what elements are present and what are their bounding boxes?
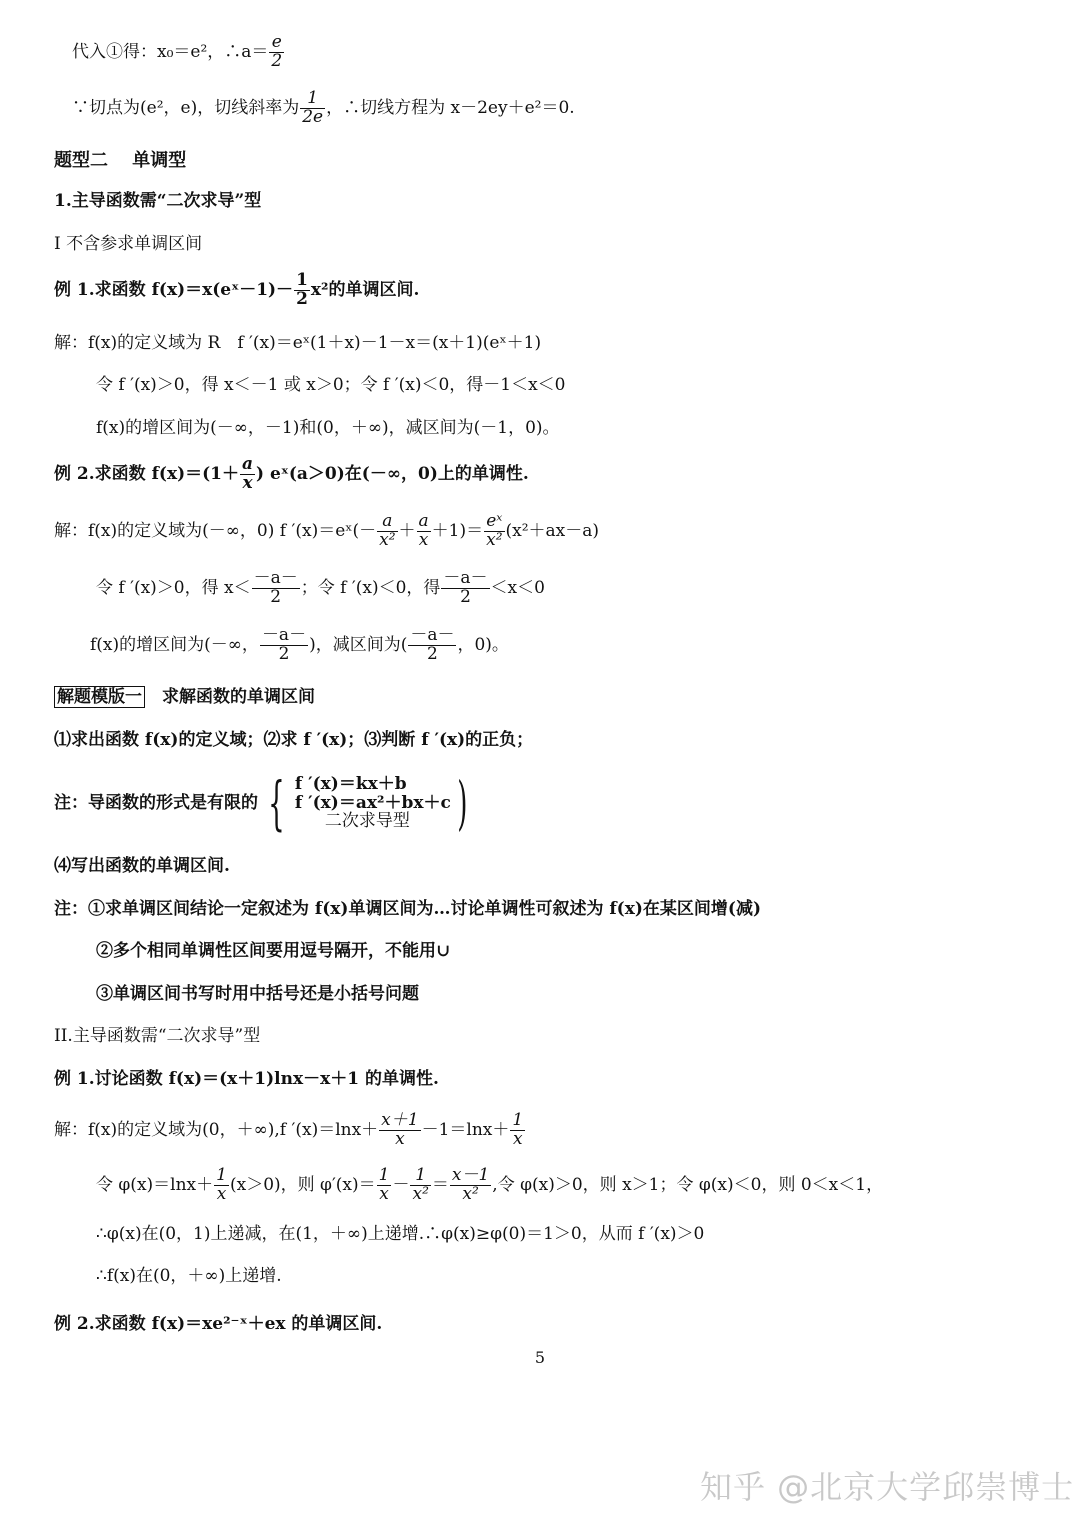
- text: 代入①得：x₀＝e²，∴a＝: [72, 41, 269, 62]
- right-paren-icon: ): [457, 769, 468, 837]
- solution-line: ∴f(x)在(0，＋∞)上递增.: [96, 1266, 282, 1286]
- derivative-forms: f ′(x)＝kx＋b f ′(x)＝ax²＋bx＋c 二次求导型: [294, 773, 451, 832]
- fraction: $\frac{1}{x}$: [512, 1110, 524, 1149]
- fraction: $\frac{a}{x}$: [242, 454, 254, 493]
- solution-line: 令 f ′(x)＞0，得 x＜－1 或 x＞0；令 f ′(x)＜0，得－1＜x＜0: [96, 375, 566, 395]
- fraction: $\frac{a}{\text{x²}}$: [379, 511, 396, 550]
- solution-line: 令 f ′(x)＞0，得 x＜ $\frac{-a-}{2}$ ；令 f ′(x)＜0，得 $\frac{-a-}{2}$ ＜x＜0: [96, 568, 545, 607]
- fraction: $\frac{e}{2}$: [271, 32, 283, 71]
- subsection-heading: II.主导函数需“二次求导”型: [54, 1026, 261, 1046]
- solution-line: 令 φ(x)＝lnx＋ $\frac{1}{x}$ (x＞0)，则 φ′(x)＝ $\frac{1}{x}$ － $\frac{1}{\text{x²}}$ ＝ $\frac{x-1}{\text{x²}}$ ,令 φ(x)＞0，则 x＞1；令 φ(x)＜0，则 0＜x＜1，: [96, 1165, 884, 1204]
- solution-line: 解：f(x)的定义域为(0，＋∞),f ′(x)＝lnx＋ $\frac{x+1}{x}$ －1＝lnx＋ $\frac{1}{x}$: [54, 1110, 524, 1149]
- fraction: $\frac{-a-}{2}$: [261, 625, 307, 664]
- example-title: 例 1.讨论函数 f(x)＝(x＋1)lnx－x＋1 的单调性.: [54, 1069, 439, 1089]
- fraction: $\frac{1}{2}$: [296, 270, 308, 309]
- fraction: $\frac{x+1}{x}$: [381, 1110, 419, 1149]
- fraction: $\frac{1}{x}$: [216, 1165, 227, 1204]
- text: ∵切点为(e²，e)，切线斜率为: [72, 97, 300, 118]
- note-line: [54, 769, 473, 837]
- fraction: $\frac{-a-}{2}$: [443, 568, 488, 607]
- solution-line: f(x)的增区间为(－∞， $\frac{-a-}{2}$ )，减区间为( $\frac{-a-}{2}$ ，0)。: [90, 625, 509, 664]
- fraction: $\frac{1}{\text{x²}}$: [412, 1165, 429, 1204]
- fraction: $\frac{-a-}{2}$: [410, 625, 455, 664]
- note-line: 注：①求单调区间结论一定叙述为 f(x)单调区间为…讨论单调性可叙述为 f(x)在某区间增(减): [54, 899, 761, 919]
- subsection-heading: I 不含参求单调区间: [54, 234, 203, 254]
- example-title: 例 1.求函数 f(x)＝x(eˣ－1)－ $\frac{1}{2}$ x²的单调区间.: [54, 270, 420, 309]
- fraction: $\frac{1}{2e}$: [302, 88, 324, 127]
- section-heading: 题型二 单调型: [54, 150, 187, 171]
- text: ，∴切线方程为 x－2ey＋e²＝0.: [326, 97, 575, 118]
- left-brace-icon: {: [268, 769, 285, 837]
- subsection-heading: 1.主导函数需“二次求导”型: [54, 191, 262, 211]
- page-number: 5: [534, 1348, 546, 1367]
- fraction: $\frac{1}{x}$: [378, 1165, 390, 1204]
- solution-line: f(x)的增区间为(－∞，－1)和(0，＋∞)，减区间为(－1，0)。: [96, 418, 560, 438]
- template-label-box: 解题模版一: [54, 686, 145, 708]
- note-line: ②多个相同单调性区间要用逗号隔开，不能用∪: [96, 941, 451, 961]
- example-title: 例 2.求函数 f(x)＝xe²⁻ˣ＋ex 的单调区间.: [54, 1314, 383, 1334]
- note-line: ③单调区间书写时用中括号还是小括号问题: [96, 984, 419, 1004]
- template-heading: 解题模版一 求解函数的单调区间: [54, 689, 315, 706]
- fraction: $\frac{a}{x}$: [418, 511, 429, 550]
- watermark: 知乎 @北京大学邱崇博士: [700, 1468, 1075, 1506]
- fraction: $\frac{-a-}{2}$: [253, 568, 298, 607]
- fraction: $\frac{\text{eˣ}}{\text{x²}}$: [486, 511, 503, 550]
- template-step: ⑷写出函数的单调区间.: [54, 856, 230, 876]
- text-line: [72, 90, 575, 127]
- text-line: [72, 34, 285, 71]
- template-steps: ⑴求出函数 f(x)的定义域；⑵求 f ′(x)；⑶判断 f ′(x)的正负；: [54, 730, 534, 750]
- solution-line: 解：f(x)的定义域为(－∞，0) f ′(x)＝eˣ(－ $\frac{a}{\text{x²}}$ ＋ $\frac{a}{x}$ ＋1)＝ $\frac{\text{eˣ}}{\text{x²}}$ (x²＋ax－a): [54, 511, 600, 550]
- fraction: $\frac{x-1}{\text{x²}}$: [451, 1165, 490, 1204]
- solution-line: ∴φ(x)在(0，1)上递减，在(1，＋∞)上递增.∴φ(x)≥φ(0)＝1＞0，从而 f ′(x)＞0: [96, 1224, 705, 1244]
- text: 注：导函数的形式是有限的: [54, 792, 258, 813]
- example-title: 例 2.求函数 f(x)＝(1＋ $\frac{a}{x}$ ) eˣ(a＞0)在(－∞，0)上的单调性.: [54, 454, 529, 493]
- solution-line: 解：f(x)的定义域为 R f ′(x)＝eˣ(1＋x)－1－x＝(x＋1)(eˣ＋1): [54, 333, 542, 353]
